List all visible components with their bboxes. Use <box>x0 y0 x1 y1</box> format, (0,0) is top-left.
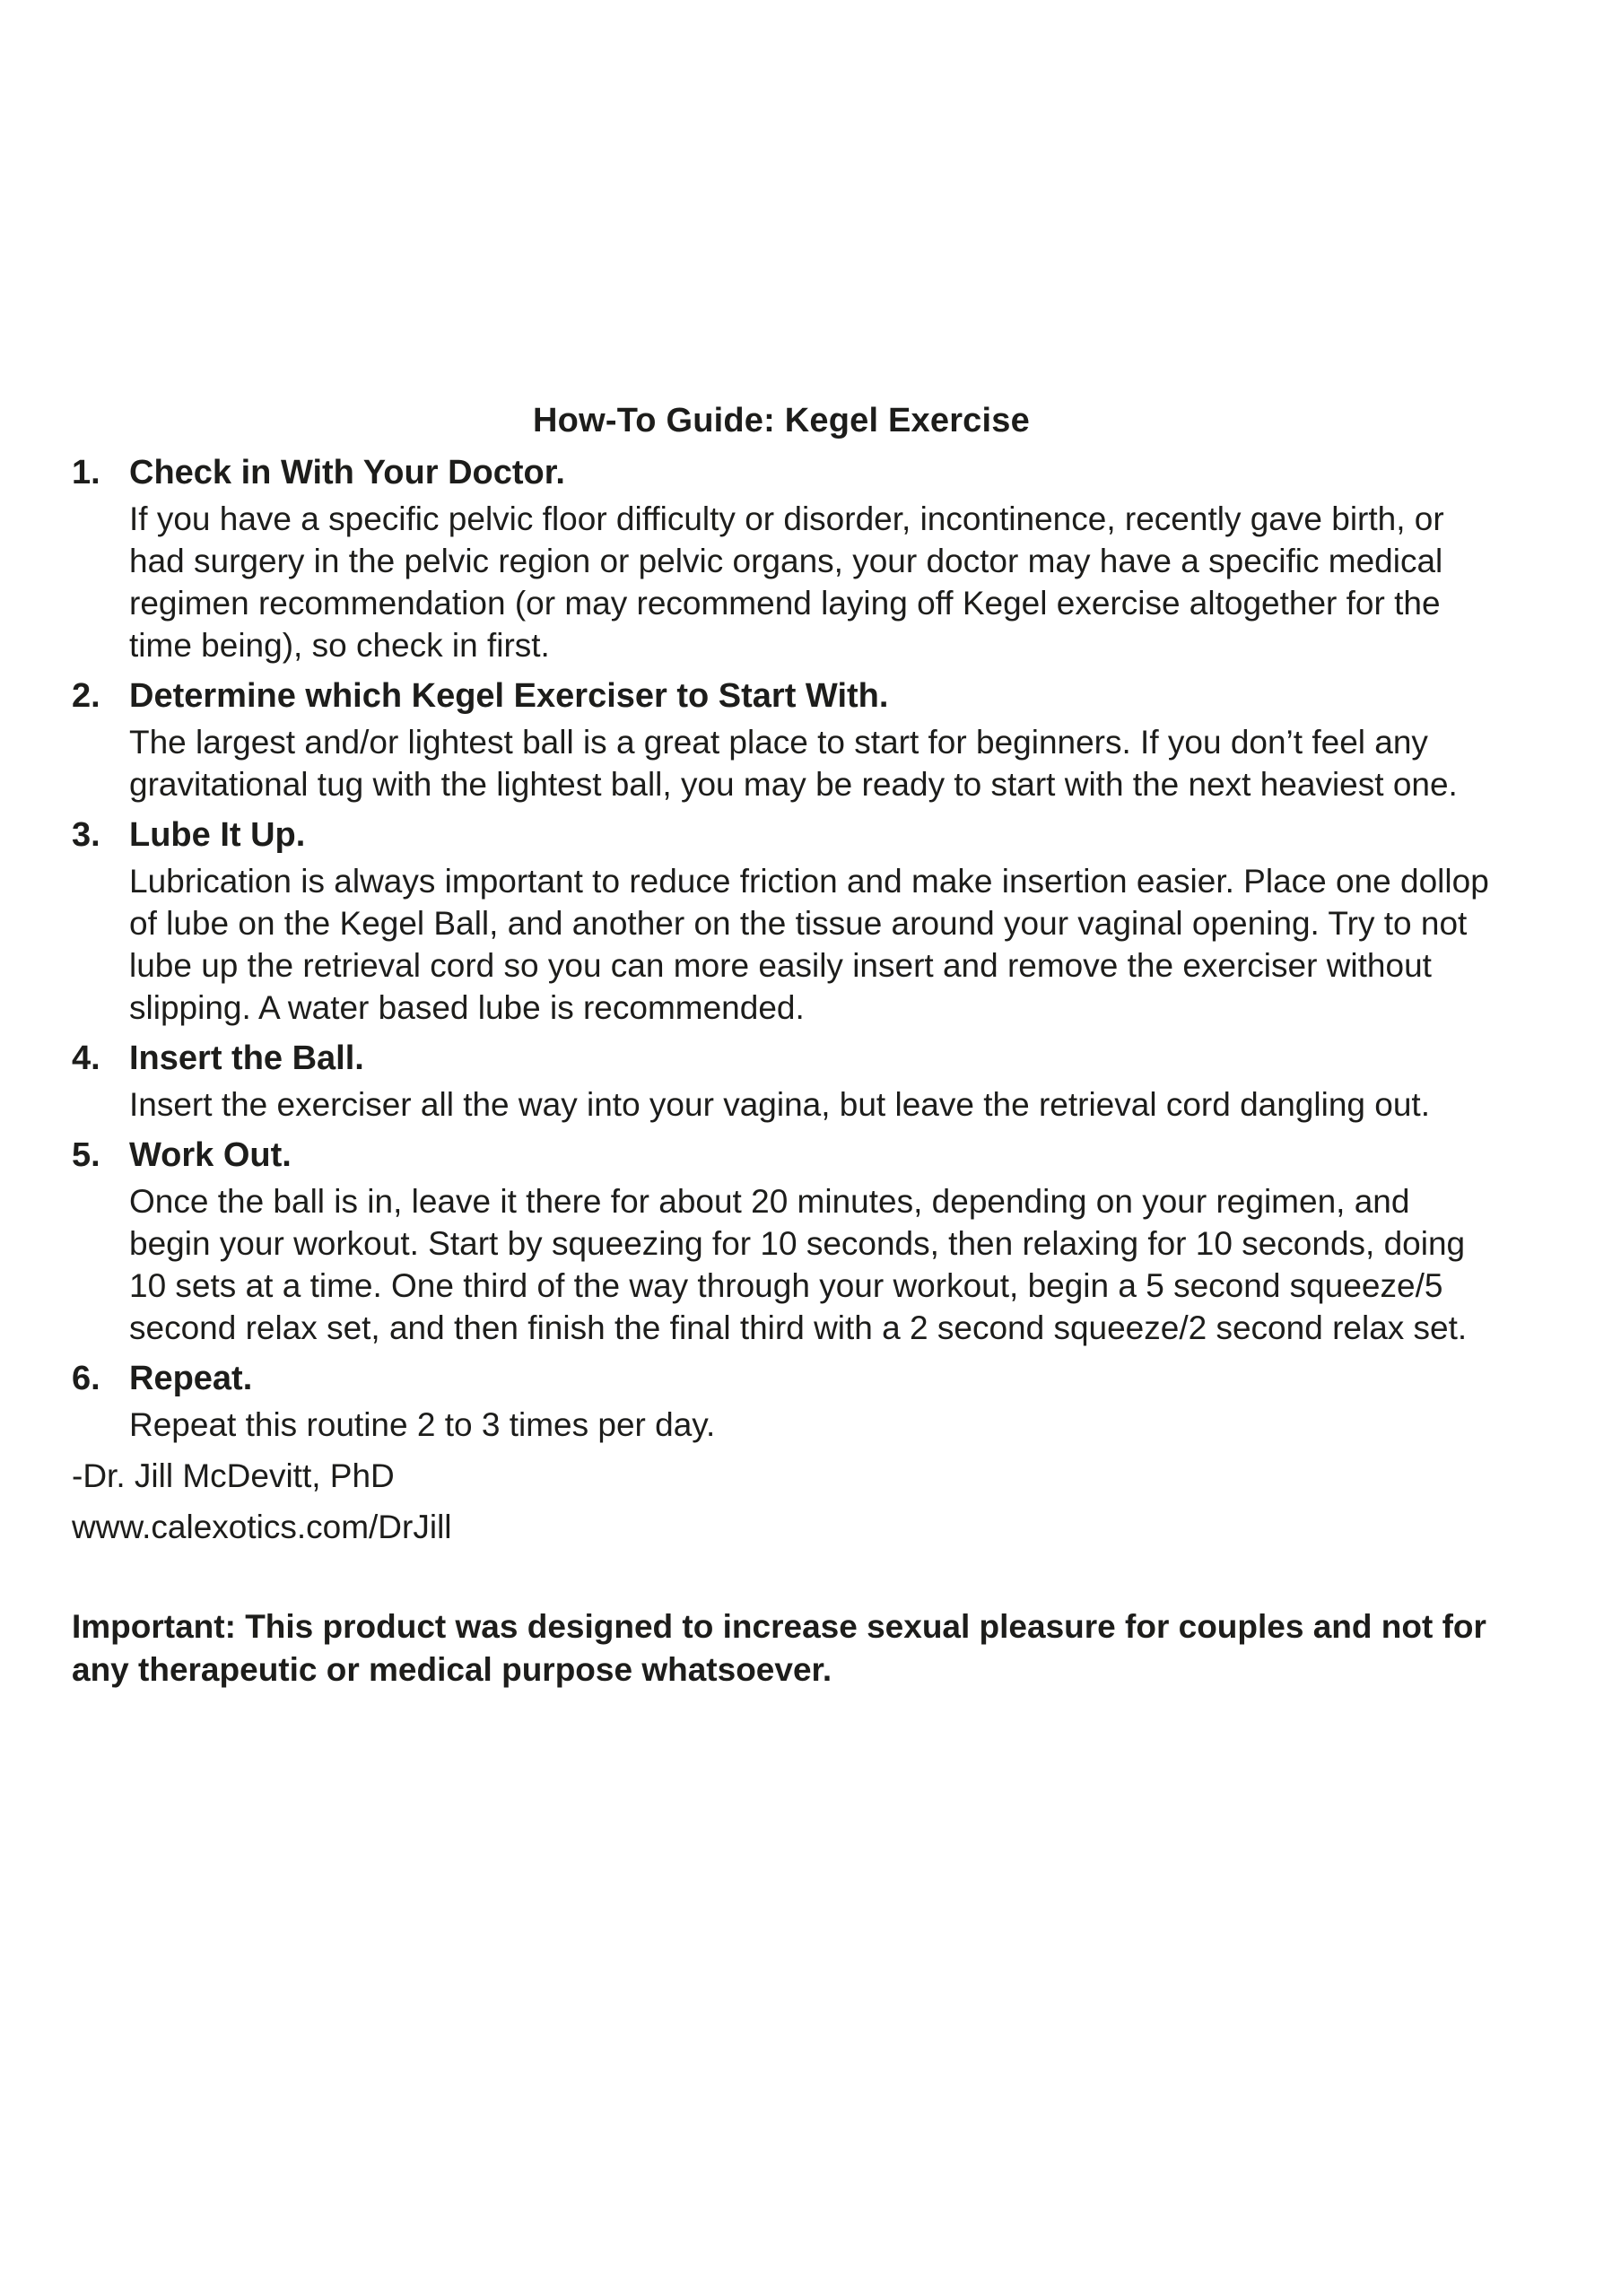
step-body: The largest and/or lightest ball is a great place to start for beginners. If you don’t feel any gravitational tug with the lightest ball, you may be ready to start with the next heaviest one. <box>129 724 1458 803</box>
step-item-1 <box>72 451 1491 666</box>
step-body: Repeat this routine 2 to 3 times per day. <box>129 1406 716 1443</box>
step-heading-row <box>72 1134 1491 1178</box>
step-heading-row <box>72 813 1491 857</box>
step-heading: Determine which Kegel Exerciser to Start With. <box>129 677 889 715</box>
step-number: 3. <box>72 816 100 854</box>
step-heading-row <box>72 451 1491 495</box>
step-number: 5. <box>72 1136 100 1174</box>
step-heading: Repeat. <box>129 1360 253 1397</box>
step-item-3 <box>72 813 1491 1029</box>
step-heading-row <box>72 1037 1491 1081</box>
step-heading-row <box>72 674 1491 718</box>
step-heading: Lube It Up. <box>129 816 306 854</box>
step-body: Insert the exerciser all the way into your vagina, but leave the retrieval cord dangling out. <box>129 1086 1430 1123</box>
step-number: 4. <box>72 1039 100 1077</box>
important-notice: Important: This product was designed to increase sexual pleasure for couples and not for any therapeutic or medical purpose whatsoever. <box>72 1608 1486 1688</box>
step-heading-row <box>72 1357 1491 1401</box>
website-url: www.calexotics.com/DrJill <box>72 1509 452 1545</box>
step-item-4 <box>72 1037 1491 1126</box>
step-heading: Insert the Ball. <box>129 1039 364 1077</box>
step-number: 6. <box>72 1360 100 1397</box>
step-heading: Work Out. <box>129 1136 292 1174</box>
step-body: Lubrication is always important to reduce friction and make insertion easier. Place one dollop of lube on the Kegel Ball, and another on the tissue around your vaginal opening. Try to not lube up the retrieval cord so you can more easily insert and remove the exerciser without slipping. A water based lube is recommended. <box>129 863 1489 1026</box>
step-item-6 <box>72 1357 1491 1446</box>
step-item-2 <box>72 674 1491 805</box>
step-body: If you have a specific pelvic floor difficulty or disorder, incontinence, recently gave birth, or had surgery in the pelvic region or pelvic organs, your doctor may have a specific medical regimen recommendation (or may recommend laying off Kegel exercise altogether for the time being), so check in first. <box>129 500 1444 664</box>
page-title: How-To Guide: Kegel Exercise <box>533 402 1030 439</box>
step-number: 2. <box>72 677 100 715</box>
step-number: 1. <box>72 454 100 491</box>
step-heading: Check in With Your Doctor. <box>129 454 565 491</box>
step-list <box>72 451 1491 1446</box>
author-signature: -Dr. Jill McDevitt, PhD <box>72 1457 395 1494</box>
step-item-5 <box>72 1134 1491 1349</box>
step-body: Once the ball is in, leave it there for about 20 minutes, depending on your regimen, and begin your workout. Start by squeezing for 10 seconds, then relaxing for 10 seconds, doing 10 sets at a time. One third of the way through your workout, begin a 5 second squeeze/5 second relax set, and then finish the final third with a 2 second squeeze/2 second relax set. <box>129 1183 1468 1346</box>
